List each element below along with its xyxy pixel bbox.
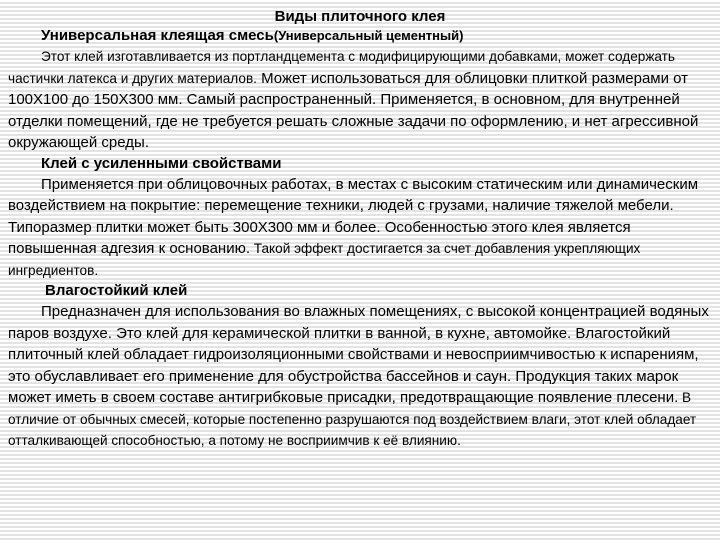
section-body-main-text: Применяется при облицовочных работах, в местах с высоким статическим или динамическим воздействием на покрытие: перемещение техники, людей с грузами, наличие тяжелой мебели. Типоразмер плитки может быть 300Х300 мм и более. Особенностью этого клея является повышенная адгезия к основанию.	[8, 175, 699, 257]
section-body-main-text: Может использоваться для облицовки плиткой размерами от 100Х100 до 150Х300 мм. Самый распространенный. Применяется, в основном, для внутренней отделки помещений, где не требуется решать сложные задачи по оформлению, и нет агрессивной окружающей среды.	[8, 69, 699, 151]
section-body-universal	[8, 46, 714, 154]
section-body-reinforced	[8, 174, 714, 282]
slide-content	[8, 26, 714, 452]
section-body-small-text: В отличие от обычных смесей, которые постепенно разрушаются под воздействием влаги, этот клей обладает отталкивающей способностью, а потому не восприимчив к её влиянию.	[8, 390, 697, 448]
section-body-small-text: Такой эффект достигается за счет добавления укрепляющих ингредиентов.	[8, 241, 641, 278]
section-heading-waterproof	[8, 281, 714, 301]
page-title: Виды плиточного клея	[274, 8, 446, 25]
section-heading-universal	[8, 26, 714, 46]
section-body-waterproof	[8, 301, 714, 452]
section-heading-text: Универсальная клеящая смесь	[41, 27, 274, 44]
section-heading-text: Клей с усиленными свойствами	[41, 154, 282, 172]
section-body-main-text: Предназначен для использования во влажных помещениях, с высокой концентрацией водяных паров воздухе. Это клей для керамической плитки в ванной, в кухне, автомойке. Влагостойкий плиточный клей обладает гидроизоляционными свойствами и невосприимчивостью к испарениям, это обуславливает его применение для обустройства бассейнов и саун. Продукция таких марок может иметь в своем составе антигрибковые присадки, предотвращающие появление плесени.	[8, 303, 709, 406]
section-heading-note: (Универсальный цементный)	[273, 28, 464, 43]
section-heading-reinforced	[8, 154, 714, 174]
section-heading-text: Влагостойкий клей	[45, 282, 188, 299]
section-body-small-text: Этот клей изготавливается из портландцемента с модифицирующими добавками, может содержать частички латекса и других материалов.	[8, 49, 675, 86]
